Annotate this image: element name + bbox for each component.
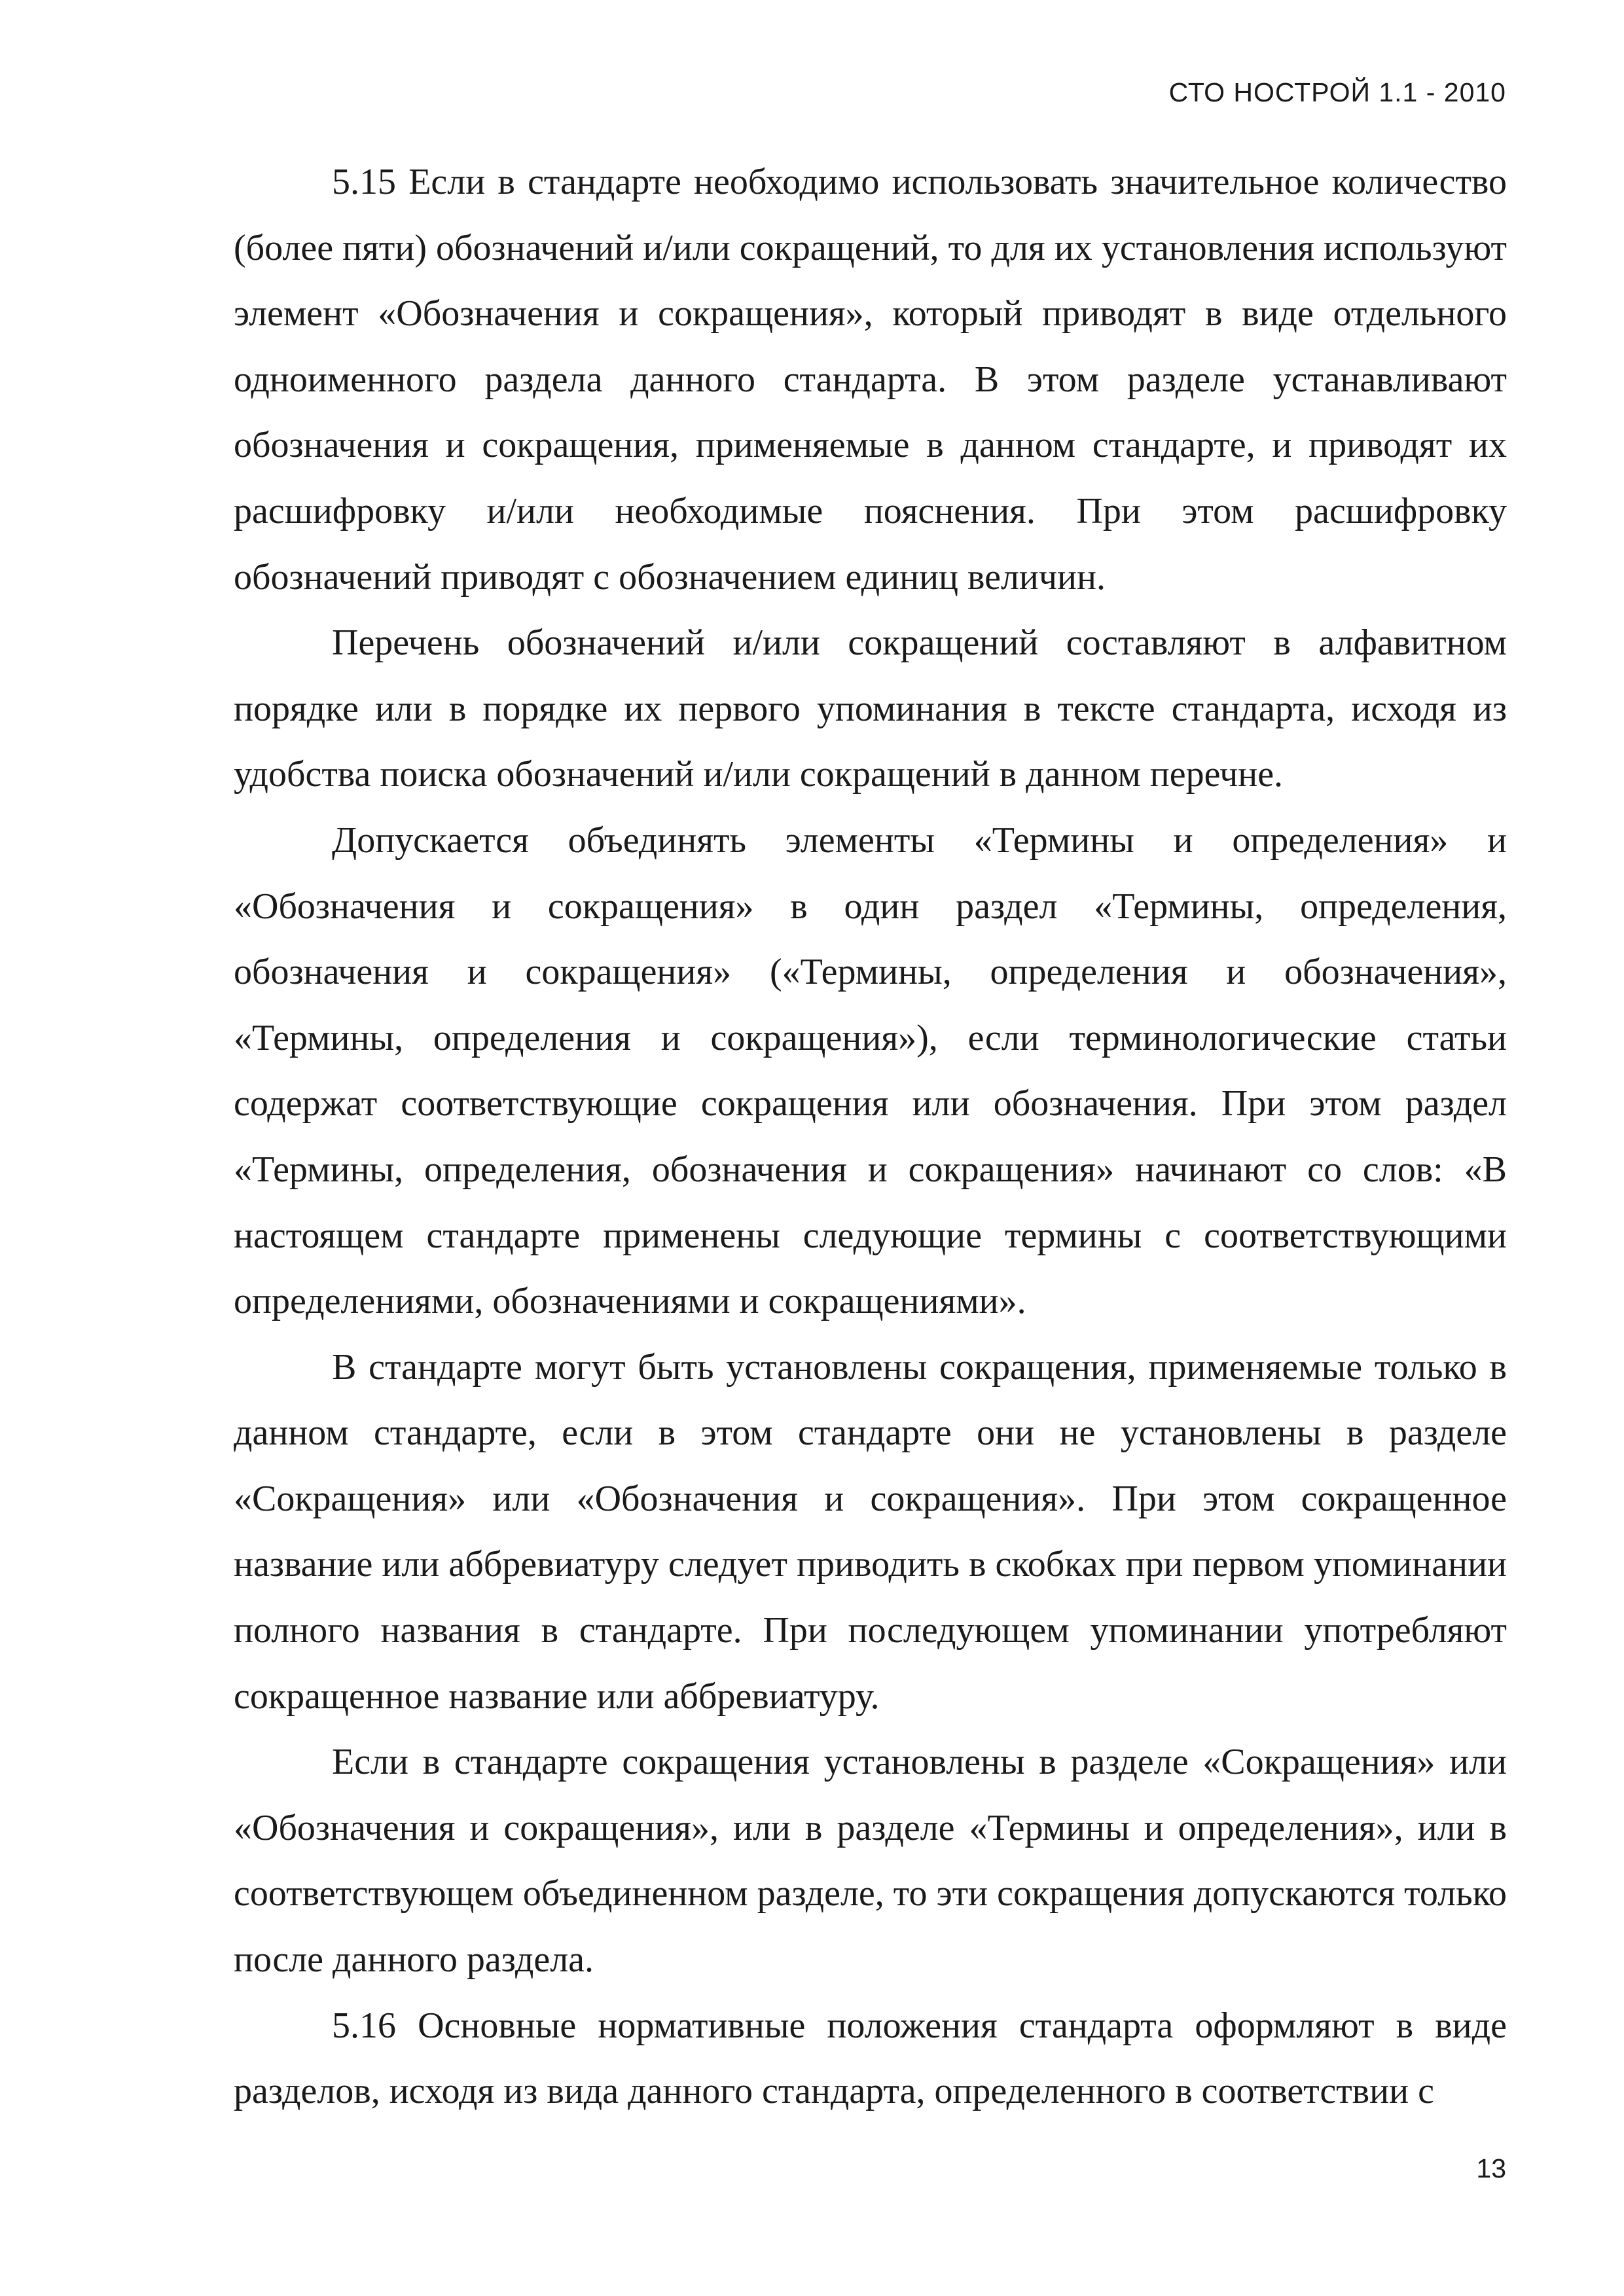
running-header-document-code: СТО НОСТРОЙ 1.1 - 2010 — [1168, 77, 1506, 107]
paragraph-5-15: 5.15 Если в стандарте необходимо использовать значительное количество (более пяти) обозначений и/или сокращений, то для их установления используют элемент «Обозначения и сокращения», который приводят в виде отдельного одноименного раздела данного стандарта. В этом разделе устанавливают обозначения и сокращения, применяемые в данном стандарте, и приводят их расшифровку и/или необходимые пояснения. При этом расшифровку обозначений приводят с обозначением единиц величин. — [234, 162, 1507, 598]
paragraph-abbreviations-usage: Если в стандарте сокращения установлены в разделе «Сокращения» или «Обозначения и сокращения», или в разделе «Термины и определения», или в соответствующем объединенном разделе, то эти сокращения допускаются только после данного раздела. — [234, 1742, 1507, 1981]
paragraph-list-order: Перечень обозначений и/или сокращений составляют в алфавитном порядке или в порядке их первого упоминания в тексте стандарта, исходя из удобства поиска обозначений и/или сокращений в данном перечне. — [234, 622, 1507, 795]
paragraph-merge-sections: Допускается объединять элементы «Термины и определения» и «Обозначения и сокращения» в один раздел «Термины, определения, обозначения и сокращения» («Термины, определения и обозначения», «Термины, определения и сокращения»), если терминологические статьи содержат соответствующие сокращения или обозначения. При этом раздел «Термины, определения, обозначения и сокращения» начинают со слов: «В настоящем стандарте применены следующие термины с соответствующими определениями, обозначениями и сокращениями». — [234, 819, 1507, 1322]
page-number: 13 — [1476, 2153, 1506, 2183]
paragraph-standard-abbreviations: В стандарте могут быть установлены сокращения, применяемые только в данном стандарте, если в этом стандарте они не установлены в разделе «Сокращения» или «Обозначения и сокращения». При этом сокращенное название или аббревиатуру следует приводить в скобках при первом упоминании полного названия в стандарте. При последующем упоминании употребляют сокращенное название или аббревиатуру. — [234, 1346, 1507, 1717]
body-text — [234, 149, 1507, 2125]
paragraph-5-16: 5.16 Основные нормативные положения стандарта оформляют в виде разделов, исходя из вида данного стандарта, определенного в соответствии с — [234, 2005, 1507, 2112]
